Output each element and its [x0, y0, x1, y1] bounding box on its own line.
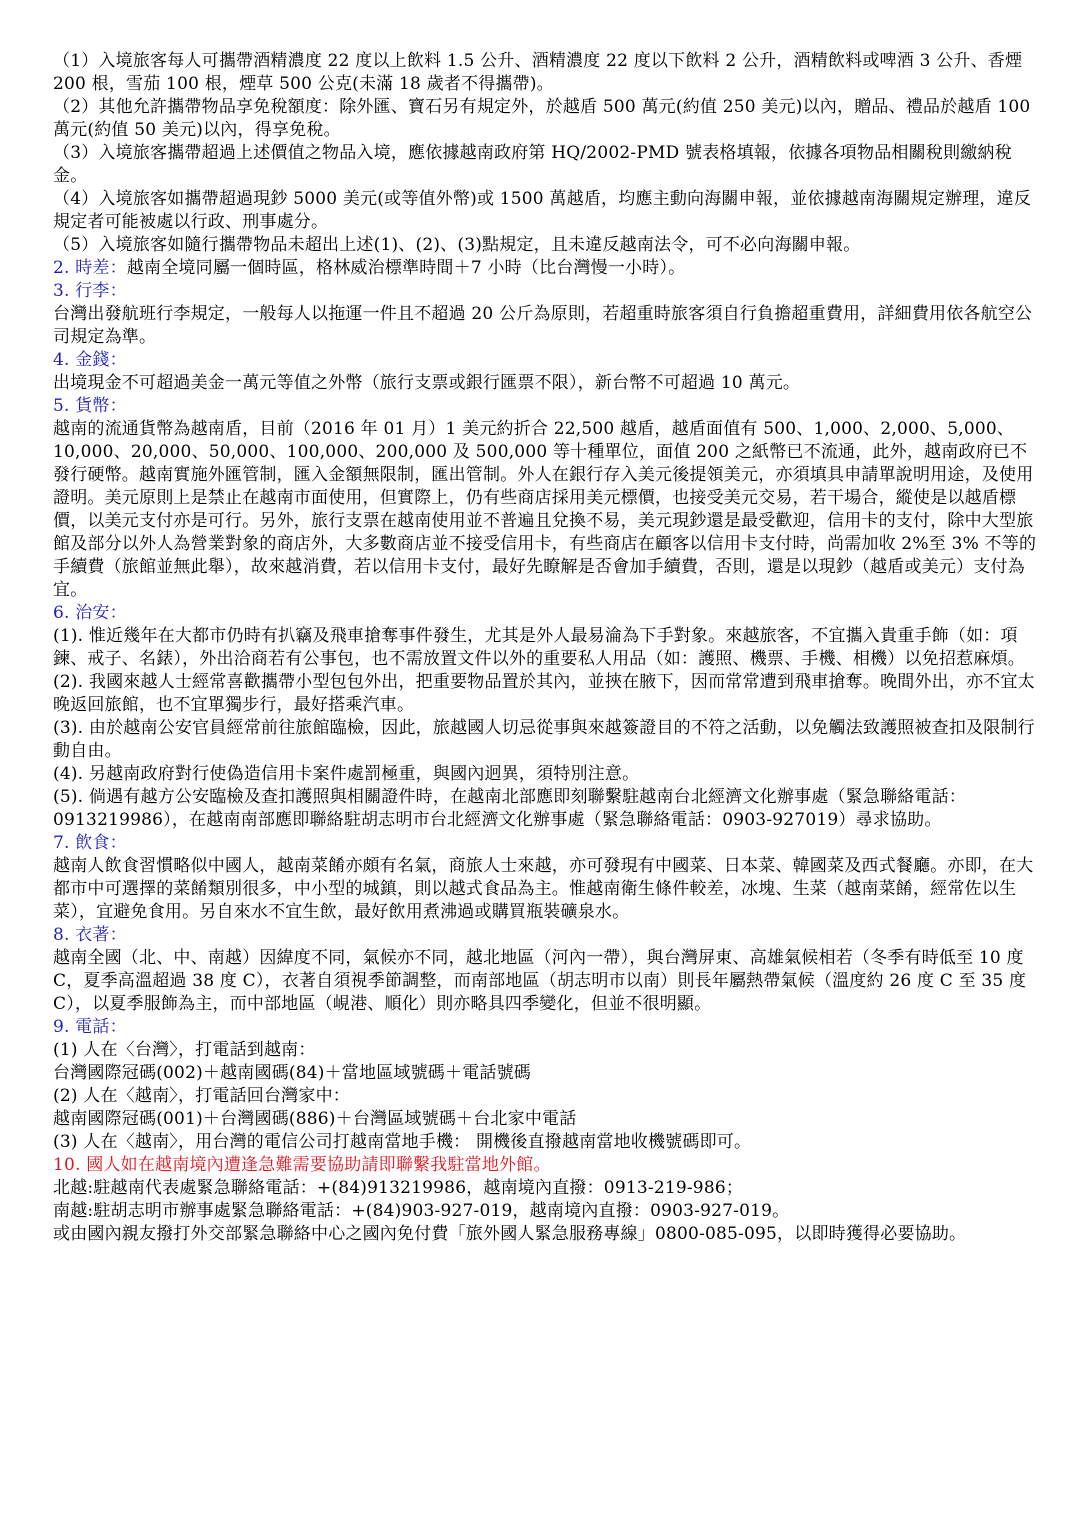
customs-item-3: （3）入境旅客攜帶超過上述價值之物品入境，應依據越南政府第 HQ/2002-PMD 號表格填報，依據各項物品相關稅則繳納稅金。 [53, 143, 1012, 186]
phone-line-2: 台灣國際冠碼(002)＋越南國碼(84)＋當地區域號碼＋電話號碼 [53, 1063, 532, 1083]
food-heading: 7. 飲食： [53, 833, 127, 853]
emergency-heading: 10. 國人如在越南境內遭逢急難需要協助請即聯繫我駐當地外館。 [53, 1155, 551, 1175]
clothing-text: 越南全國（北、中、南越）因緯度不同，氣候亦不同，越北地區（河內一帶），與台灣屏東、高雄氣候相若（冬季有時低至 10 度 C，夏季高溫超過 38 度 C），衣著自須視季節調整，而南部地區（胡志明市以南）則長年屬熱帶氣候（溫度約 26 度 C 至 35 度 C），以夏季服飾為主，而中部地區（峴港、順化）則亦略具四季變化，但並不很明顯。 [53, 948, 1027, 1014]
food-text: 越南人飲食習慣略似中國人，越南菜餚亦頗有名氣，商旅人士來越，亦可發現有中國菜、日本菜、韓國菜及西式餐廳。亦即，在大都市中可選擇的菜餚類別很多，中小型的城鎮，則以越式食品為主。惟越南衛生條件較差，冰塊、生菜（越南菜餚，經常佐以生菜），宜避免食用。另自來水不宜生飲，最好飲用煮沸過或購買瓶裝礦泉水。 [53, 856, 1034, 922]
emergency-hotline: 或由國內親友撥打外交部緊急聯絡中心之國內免付費「旅外國人緊急服務專線」0800-085-095，以即時獲得必要協助。 [53, 1224, 967, 1244]
safety-heading: 6. 治安： [53, 603, 127, 623]
baggage-text: 台灣出發航班行李規定，一般每人以拖運一件且不超過 20 公斤為原則，若超重時旅客須自行負擔超重費用，詳細費用依各航空公司規定為準。 [53, 304, 1033, 347]
currency-heading: 5. 貨幣： [53, 396, 127, 416]
timezone-section [53, 257, 1043, 280]
safety-item-5: (5). 倘遇有越方公安臨檢及查扣護照與相關證件時，在越南北部應即刻聯繫駐越南台北經濟文化辦事處（緊急聯絡電話：0913219986），在越南南部應即聯絡駐胡志明市台北經濟文化辦事處（緊急聯絡電話：0903-927019）尋求協助。 [53, 787, 967, 830]
safety-item-2: (2). 我國來越人士經常喜歡攜帶小型包包外出，把重要物品置於其內，並挾在腋下，因而常常遭到飛車搶奪。晚間外出，亦不宜太晚返回旅館，也不宜單獨步行，最好搭乘汽車。 [53, 672, 1035, 715]
phone-heading: 9. 電話： [53, 1017, 127, 1037]
money-heading: 4. 金錢： [53, 350, 127, 370]
money-text: 出境現金不可超過美金一萬元等值之外幣（旅行支票或銀行匯票不限），新台幣不可超過 10 萬元。 [53, 373, 801, 393]
document-page [53, 50, 1043, 1246]
emergency-north: 北越:駐越南代表處緊急聯絡電話：+(84)913219986，越南境內直撥：0913-219-986； [53, 1178, 744, 1198]
phone-line-4: 越南國際冠碼(001)＋台灣國碼(886)＋台灣區域號碼＋台北家中電話 [53, 1109, 577, 1129]
safety-item-4: (4). 另越南政府對行使偽造信用卡案件處罰極重，與國內迥異，須特別注意。 [53, 764, 640, 784]
customs-item-4: （4）入境旅客如攜帶超過現鈔 5000 美元(或等值外幣)或 1500 萬越盾，均應主動向海關申報，並依據越南海關規定辦理，違反規定者可能被處以行政、刑事處分。 [53, 189, 1032, 232]
emergency-south: 南越:駐胡志明市辦事處緊急聯絡電話：+(84)903-927-019，越南境內直撥：0903-927-019。 [53, 1201, 790, 1221]
customs-item-5: （5）入境旅客如隨行攜帶物品未超出上述(1)、(2)、(3)點規定，且未違反越南法令，可不必向海關申報。 [53, 235, 861, 255]
customs-item-2: （2）其他允許攜帶物品享免稅額度：除外匯、寶石另有規定外，於越盾 500 萬元(約值 250 美元)以內，贈品、禮品於越盾 100 萬元(約值 50 美元)以內，得享免稅。 [53, 97, 1031, 140]
clothing-heading: 8. 衣著： [53, 925, 127, 945]
timezone-text: 越南全境同屬一個時區，格林威治標準時間＋7 小時（比台灣慢一小時）。 [126, 258, 686, 278]
safety-item-1: (1). 惟近幾年在大都市仍時有扒竊及飛車搶奪事件發生，尤其是外人最易淪為下手對象。來越旅客，不宜攜入貴重手飾（如：項鍊、戒子、名錶），外出洽商若有公事包，也不需放置文件以外的重要私人用品（如：護照、機票、手機、相機）以免招惹麻煩。 [53, 626, 1025, 669]
timezone-heading: 2. 時差： [53, 258, 127, 278]
baggage-heading: 3. 行李： [53, 281, 127, 301]
phone-line-3: (2) 人在〈越南〉，打電話回台灣家中： [53, 1086, 350, 1106]
currency-text: 越南的流通貨幣為越南盾，目前（2016 年 01 月）1 美元約折合 22,500 越盾，越盾面值有 500、1,000、2,000、5,000、10,000、20,000、50,000、100,000、200,000 及 500,000 等十種單位，面值 200 之紙幣已不流通，此外，越南政府已不發行硬幣。越南實施外匯管制，匯入金額無限制，匯出管制。外人在銀行存入美元後提領美元，亦須填具申請單說明用途，及使用證明。美元原則上是禁止在越南市面使用，但實際上，仍有些商店採用美元標價，也接受美元交易，若干場合，縱使是以越盾標價，以美元支付亦是可行。另外，旅行支票在越南使用並不普遍且兌換不易，美元現鈔還是最受歡迎，信用卡的支付，除中大型旅館及部分以外人為營業對象的商店外，大多數商店並不接受信用卡，有些商店在顧客以信用卡支付時，尚需加收 2%至 3% 不等的手續費（旅館並無此舉），故來越消費，若以信用卡支付，最好先瞭解是否會加手續費，否則，還是以現鈔（越盾或美元）支付為宜。 [53, 419, 1037, 600]
phone-line-1: (1) 人在〈台灣〉，打電話到越南： [53, 1040, 316, 1060]
phone-line-5: (3) 人在〈越南〉，用台灣的電信公司打越南當地手機： 開機後直撥越南當地收機號碼即可。 [53, 1132, 752, 1152]
customs-item-1: （1）入境旅客每人可攜帶酒精濃度 22 度以上飲料 1.5 公升、酒精濃度 22 度以下飲料 2 公升，酒精飲料或啤酒 3 公升、香煙 200 根，雪茄 100 根，煙草 500 公克(未滿 18 歲者不得攜帶)。 [53, 51, 1023, 94]
safety-item-3: (3). 由於越南公安官員經常前往旅館臨檢，因此，旅越國人切忌從事與來越簽證目的不符之活動，以免觸法致護照被查扣及限制行動自由。 [53, 718, 1035, 761]
